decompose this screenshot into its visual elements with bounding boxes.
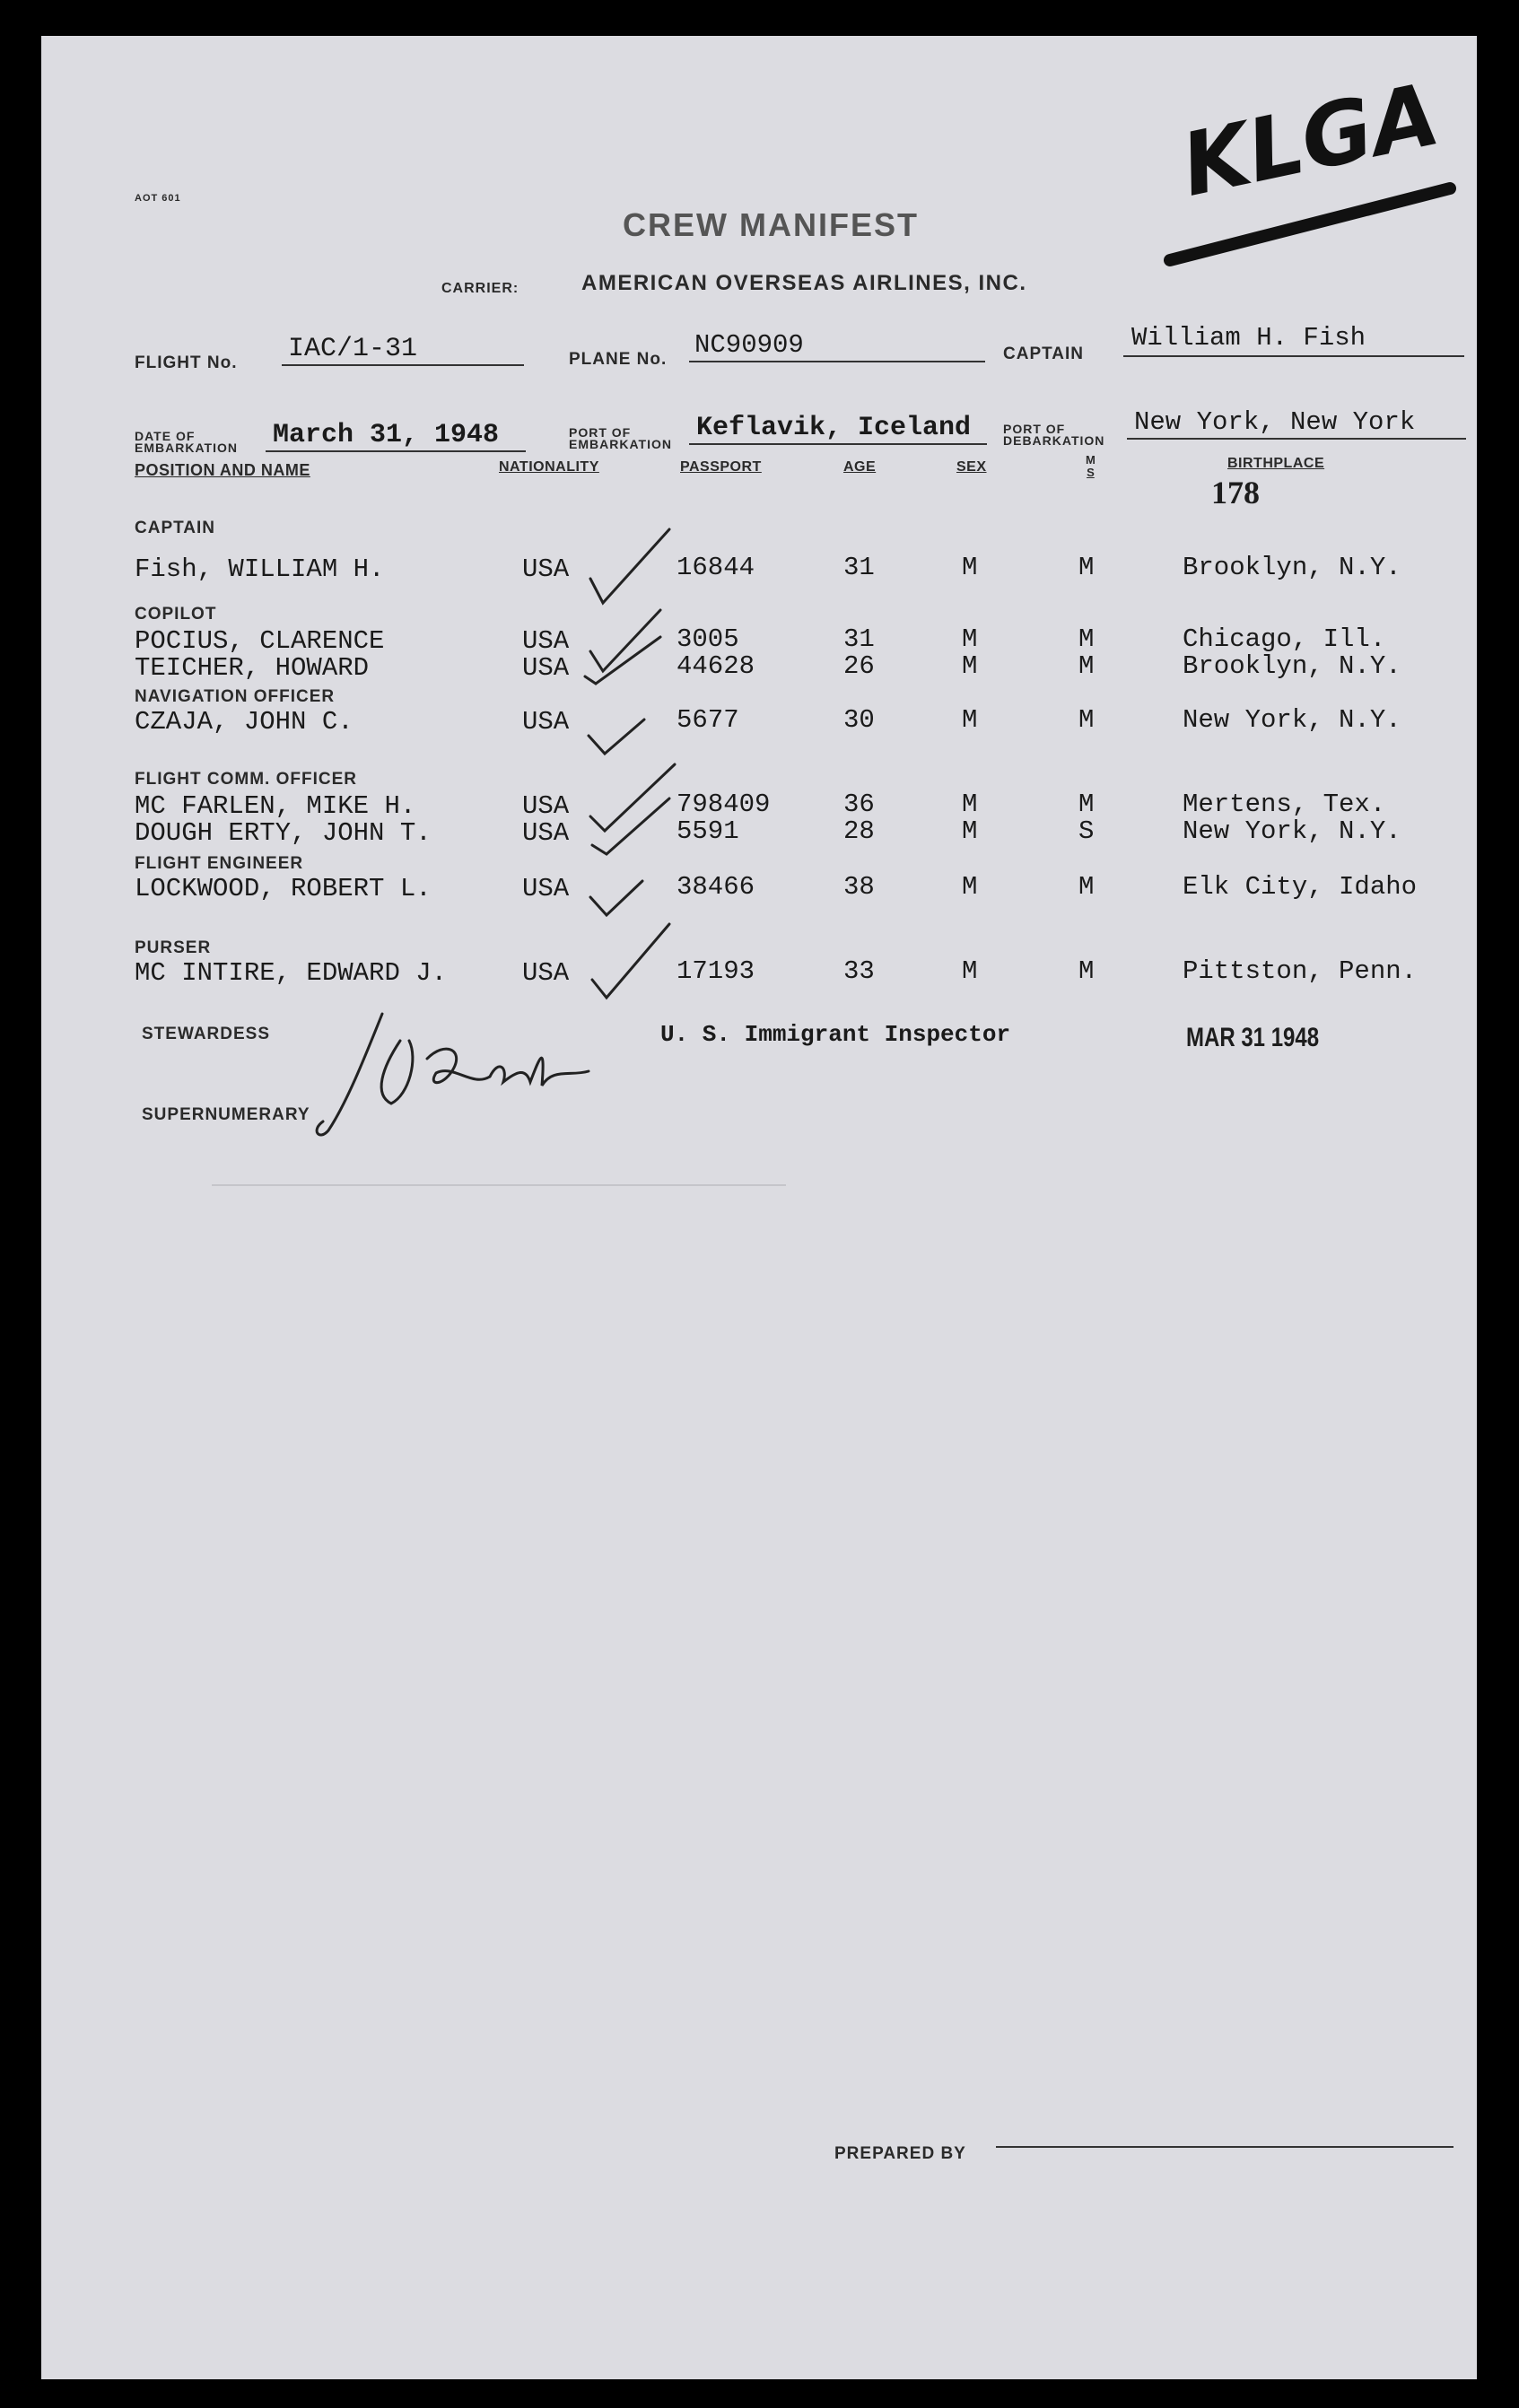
captain-value: William H. Fish [1131,323,1366,353]
col-header-passport: PASSPORT [680,459,762,475]
section-stewardess: STEWARDESS [142,1025,271,1043]
manifest-page: KLGA AOT 601 CREW MANIFEST CARRIER: AMERICAN OVERSEAS AIRLINES, INC. FLIGHT No. IAC/1-31 PLANE No. NC90909 CAPTAIN William H. Fish DATE OF EMBARKATION March 31, 1948 PORT OF EMBARKATION Keflavik, Iceland PORT OF DEBARKATION New York, New York POSITION AND NAME NATIONALITY PASSPORT AGE SEX M S BIRTHPLACE 178 CAPTAIN COPILOT NAVIGATION OFFICER FLIGHT COMM. OFFICER FLIGHT ENGINEER PURSER STEWARDESS SUPERNUMERARY Fish, WILLIAM H. USA 16844 31 M M Brooklyn, N.Y. POCIUS, CLARENCE USA 3005 31 M M Chicago, Ill. TEICHER, HOWARD USA 44628 26 M M Brooklyn, N.Y. CZAJA, JOHN C. USA 5677 30 M M New York, N.Y. MC FARLEN, MIKE H. USA 798409 36 M M Mertens, Tex. DOUGH ERTY, JOHN T. USA 5591 28 M S New York, N.Y. LOCKWOOD, ROBERT L. USA 38466 38 M M Elk City, Idaho MC INTIRE, EDWARD J. USA 17193 33 M M Pittston, Penn. U. S. Immigrant Inspector MAR 31 1948 PREPARED BY [41,36,1477,2379]
plane-no-value: NC90909 [694,330,804,360]
port-of-embarkation-value: Keflavik, Iceland [696,413,972,443]
prepared-by-line [996,2146,1454,2148]
inspector-title: U. S. Immigrant Inspector [660,1021,1011,1048]
sheet-number: 178 [1211,475,1260,510]
col-header-birthplace: BIRTHPLACE [1227,456,1325,471]
handwritten-code: KLGA [1173,64,1448,216]
section-captain: CAPTAIN [135,519,216,537]
port-of-debarkation-value: New York, New York [1134,407,1416,437]
date-of-embarkation-value: March 31, 1948 [273,420,500,450]
col-header-marital: M S [1086,453,1096,479]
check-marks [41,36,1477,1112]
section-purser: PURSER [135,938,212,957]
carrier-label: CARRIER: [441,281,519,296]
section-navigation-officer: NAVIGATION OFFICER [135,687,336,706]
section-supernumerary: SUPERNUMERARY [142,1105,310,1124]
faint-divider [212,1184,786,1186]
check-mark [590,764,675,831]
section-flight-comm-officer: FLIGHT COMM. OFFICER [135,770,357,789]
section-copilot: COPILOT [135,605,217,624]
check-mark [589,720,644,754]
carrier-value: AMERICAN OVERSEAS AIRLINES, INC. [581,271,1027,295]
col-header-nationality: NATIONALITY [499,459,599,475]
form-number: AOT 601 [135,193,181,204]
col-header-age: AGE [843,459,877,475]
port-of-debarkation-label: PORT OF DEBARKATION [1003,422,1105,448]
page-title: CREW MANIFEST [623,206,919,243]
plane-no-label: PLANE No. [569,350,668,369]
inspector-signature [310,1005,598,1148]
flight-no-label: FLIGHT No. [135,353,238,372]
prepared-by-label: PREPARED BY [834,2144,966,2163]
captain-label: CAPTAIN [1003,345,1085,363]
flight-no-value: IAC/1-31 [288,334,418,364]
section-flight-engineer: FLIGHT ENGINEER [135,854,304,873]
port-of-embarkation-label: PORT OF EMBARKATION [569,425,672,451]
date-stamp: MAR 31 1948 [1186,1023,1320,1052]
check-mark [592,924,669,998]
check-mark [590,529,669,603]
col-header-sex: SEX [956,459,987,475]
date-of-embarkation-label: DATE OF EMBARKATION [135,429,238,455]
col-header-position: POSITION AND NAME [135,461,310,479]
check-mark [590,881,642,915]
